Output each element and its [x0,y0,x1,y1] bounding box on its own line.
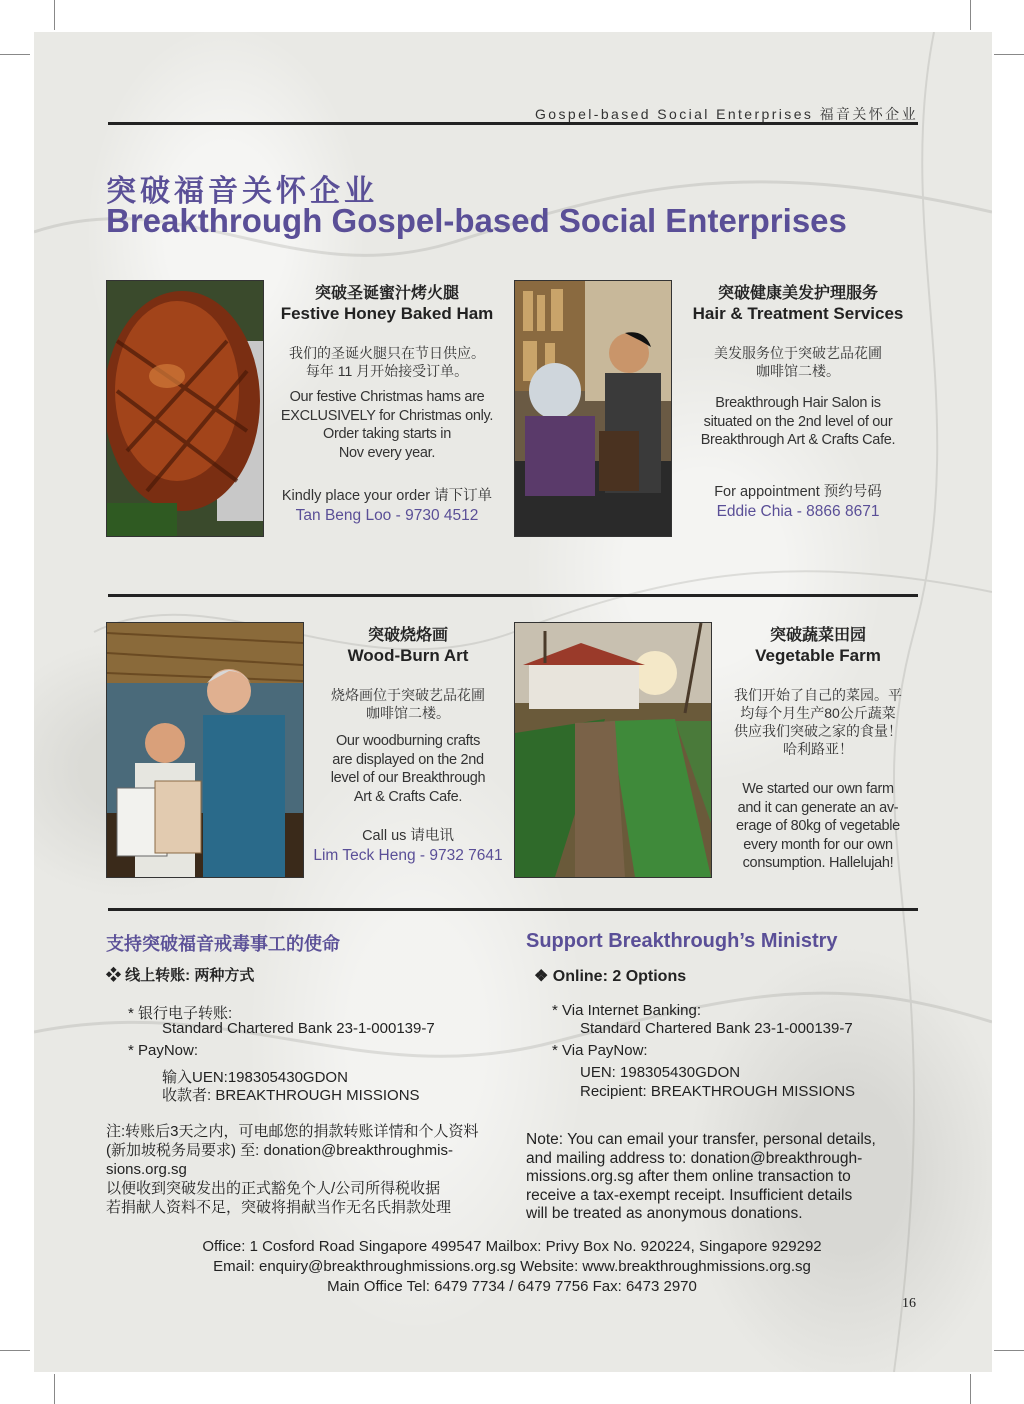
note-line: 若捐献人资料不足，突破将捐献当作无名氏捐款处理 [106,1199,452,1216]
card-desc-en [270,388,504,462]
donation-note-en [526,1131,922,1224]
note-line: sions.org.sg [106,1161,187,1178]
desc-line: Breakthrough Hair Salon is [715,395,881,411]
bank-account-en: Standard Chartered Bank 23-1-000139-7 [580,1020,853,1037]
uen-en: UEN: 198305430GDON [580,1064,741,1081]
card-honey-ham [270,280,504,525]
recipient-en: Recipient: BREAKTHROUGH MISSIONS [580,1083,856,1100]
contact-line: Tan Beng Loo - 9730 4512 [295,507,479,524]
desc-line: 咖啡馆二楼。 [756,363,840,379]
desc-line: 我们的圣诞火腿只在节日供应。 [289,345,485,361]
note-line: missions.org.sg after them online transaction to [526,1168,851,1185]
card-desc-cn [718,686,918,758]
contact-line: Eddie Chia - 8866 8671 [716,502,880,520]
desc-line: 均每个月生产80公斤蔬菜 [740,705,896,721]
crop-mark [54,1374,55,1404]
desc-line: consumption. Hallelujah! [742,855,894,871]
page-number: 16 [902,1296,916,1311]
note-line: (新加坡税务局要求) 至: donation@breakthroughmis- [106,1142,453,1159]
hair-salon-photo [514,280,672,537]
note-line: and mailing address to: donation@breakthrough- [526,1149,863,1167]
card-hair-services [678,280,918,521]
desc-line: Order taking starts in [323,426,451,442]
crop-mark [970,0,971,30]
desc-line: Breakthrough Art & Crafts Cafe. [700,432,896,448]
note-line: Note: You can email your transfer, personal details, [526,1131,876,1148]
card-title-en: Wood-Burn Art [347,646,469,665]
online-options-cn: ❖ 线上转账: 两种方式 [106,967,255,984]
card-desc-en [718,780,918,873]
desc-line: erage of 80kg of vegetable [736,818,900,834]
contact-line: Lim Teck Heng - 9732 7641 [313,847,503,864]
note-line: receive a tax-exempt receipt. Insufficient details [526,1186,853,1204]
desc-line: Nov every year. [338,444,436,461]
card-vegetable-farm [718,622,918,873]
desc-line: 我们开始了自己的菜园。平 [734,687,902,703]
paynow-label-en: * Via PayNow: [552,1042,648,1059]
note-line: will be treated as anonymous donations. [526,1205,803,1222]
page-title-en: Breakthrough Gospel-based Social Enterprises [106,202,847,239]
card-desc-cn [270,344,504,380]
card-desc-cn [678,344,918,380]
note-line: 注:转账后3天之内，可电邮您的捐款转账详情和个人资料 [106,1123,479,1140]
card-title-en: Festive Honey Baked Ham [280,304,494,323]
bank-label-cn: * 银行电子转账: [128,1005,233,1022]
card-title-cn: 突破圣诞蜜汁烤火腿 [314,285,459,302]
desc-line: Art & Crafts Cafe. [353,788,463,805]
desc-line: and it can generate an av- [737,799,899,816]
page-title-cn: 突破福音关怀企业 [106,174,378,209]
card-title-en: Hair & Treatment Services [692,304,904,323]
order-label: Call us 请电讯 [362,828,454,844]
desc-line: 咖啡馆二楼。 [366,705,450,721]
card-desc-en [678,394,918,450]
crop-mark [0,1350,30,1351]
desc-line: 烧烙画位于突破艺品花圃 [331,687,485,703]
recipient-cn: 收款者: BREAKTHROUGH MISSIONS [162,1087,420,1104]
card-title-cn: 突破蔬菜田园 [769,627,866,644]
desc-line: 供应我们突破之家的食量！ [734,723,902,739]
vegetable-farm-photo [514,622,712,878]
order-label: For appointment 预约号码 [714,483,882,500]
crop-mark [994,54,1024,55]
desc-line: are displayed on the 2nd [332,751,484,768]
desc-line: 哈利路亚！ [783,741,853,757]
honey-ham-photo [106,280,264,537]
desc-line: situated on the 2nd level of our [703,413,893,430]
header-rule [108,122,918,125]
desc-line: 每年 11 月开始接受订单。 [305,363,469,379]
crop-mark [54,0,55,30]
desc-line: Our woodburning crafts [335,733,481,749]
crop-mark [970,1374,971,1404]
support-heading-en: Support Breakthrough’s Ministry [526,930,838,952]
crop-mark [0,54,30,55]
crop-mark [994,1350,1024,1351]
online-options-en: ❖ Online: 2 Options [534,968,687,985]
wood-burn-art-photo [106,622,304,878]
running-header: Gospel-based Social Enterprises 福音关怀企业 [535,106,918,122]
card-desc-en [310,732,506,806]
section-rule [108,594,918,597]
bank-label-en: * Via Internet Banking: [552,1002,701,1019]
desc-line: every month for our own [743,836,893,853]
desc-line: Our festive Christmas hams are [289,389,485,405]
card-title-cn: 突破健康美发护理服务 [717,285,878,302]
card-title-cn: 突破烧烙画 [367,627,448,644]
bank-account-cn: Standard Chartered Bank 23-1-000139-7 [162,1020,435,1037]
uen-cn: 输入UEN:198305430GDON [162,1069,348,1086]
desc-line: 美发服务位于突破艺品花圃 [714,345,882,361]
section-rule [108,908,918,911]
card-title-en: Vegetable Farm [755,646,881,665]
desc-line: EXCLUSIVELY for Christmas only. [280,407,494,424]
card-desc-cn [310,686,506,722]
footer-contact: Email: enquiry@breakthroughmissions.org.sg Website: www.breakthroughmissions.org.sg [213,1258,811,1275]
note-line: 以便收到突破发出的正式豁免个人/公司所得税收据 [106,1180,441,1197]
desc-line: We started our own farm [742,781,894,797]
order-label: Kindly place your order 请下订单 [281,488,493,504]
support-heading-cn: 支持突破福音戒毒事工的使命 [106,934,340,955]
desc-line: level of our Breakthrough [330,770,486,786]
card-wood-burn-art [310,622,506,865]
paynow-label-cn: * PayNow: [128,1042,199,1059]
footer-address: Office: 1 Cosford Road Singapore 499547 Mailbox: Privy Box No. 920224, Singapore 929292 [202,1238,822,1255]
footer-phone: Main Office Tel: 6479 7734 / 6479 7756 Fax: 6473 2970 [327,1278,697,1295]
donation-note-cn [106,1122,518,1217]
